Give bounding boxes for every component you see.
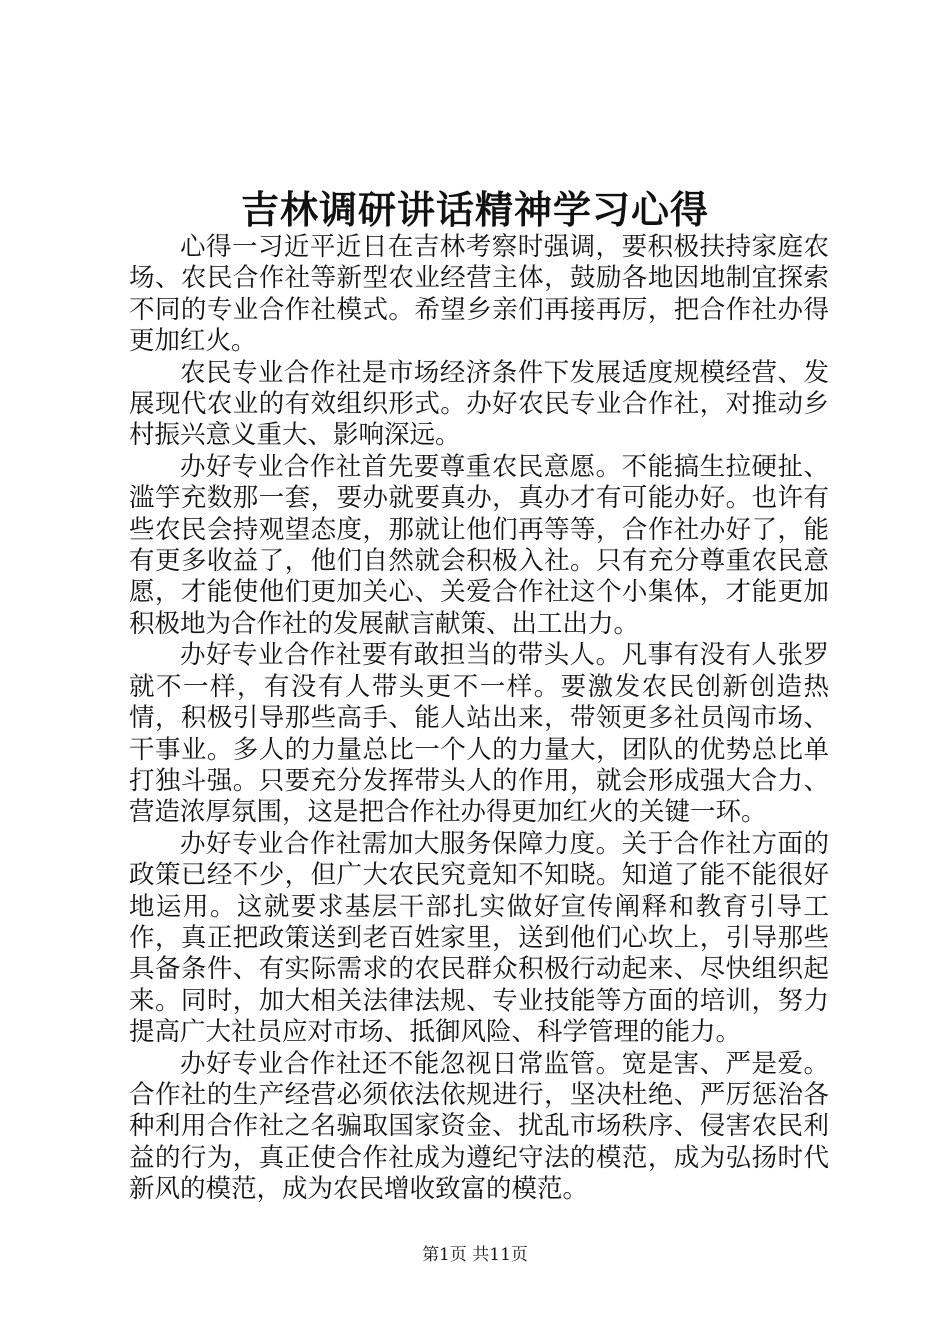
paragraph-4: 办好专业合作社要有敢担当的带头人。凡事有没有人张罗就不一样，有没有人带头更不一样。要激发农民创新创造热情，积极引导那些高手、能人站出来，带领更多社员闯市场、干事业。多人的力量总比一个人的力量大，团队的优势总比单打独斗强。只要充分发挥带头人的作用，就会形成强大合力、营造浓厚氛围，这是把合作社办得更加红火的关键一环。 [129,640,829,828]
paragraph-6: 办好专业合作社还不能忽视日常监管。宽是害、严是爱。合作社的生产经营必须依法依规进行，坚决杜绝、严厉惩治各种利用合作社之名骗取国家资金、扰乱市场秩序、侵害农民利益的行为，真正使合作社成为遵纪守法的模范，成为弘扬时代新风的模范，成为农民增收致富的模范。 [129,1048,829,1205]
paragraph-1: 心得一习近平近日在吉林考察时强调，要积极扶持家庭农场、农民合作社等新型农业经营主体，鼓励各地因地制宜探索不同的专业合作社模式。希望乡亲们再接再厉，把合作社办得更加红火。 [129,232,829,357]
page-title: 吉林调研讲话精神学习心得 [240,187,709,232]
page-number-footer: 第1页 共11页 [422,1245,528,1265]
paragraph-3: 办好专业合作社首先要尊重农民意愿。不能搞生拉硬扯、滥竽充数那一套，要办就要真办，真办才有可能办好。也许有些农民会持观望态度，那就让他们再等等，合作社办好了，能有更多收益了，他们自然就会积极入社。只有充分尊重农民意愿，才能使他们更加关心、关爱合作社这个小集体，才能更加积极地为合作社的发展献言献策、出工出力。 [129,451,829,639]
paragraph-2: 农民专业合作社是市场经济条件下发展适度规模经营、发展现代农业的有效组织形式。办好农民专业合作社，对推动乡村振兴意义重大、影响深远。 [129,357,829,451]
document-body [129,232,829,1206]
paragraph-5: 办好专业合作社需加大服务保障力度。关于合作社方面的政策已经不少，但广大农民究竟知不知晓。知道了能不能很好地运用。这就要求基层干部扎实做好宣传阐释和教育引导工作，真正把政策送到老百姓家里，送到他们心坎上，引导那些具备条件、有实际需求的农民群众积极行动起来、尽快组织起来。同时，加大相关法律法规、专业技能等方面的培训，努力提高广大社员应对市场、抵御风险、科学管理的能力。 [129,828,829,1048]
